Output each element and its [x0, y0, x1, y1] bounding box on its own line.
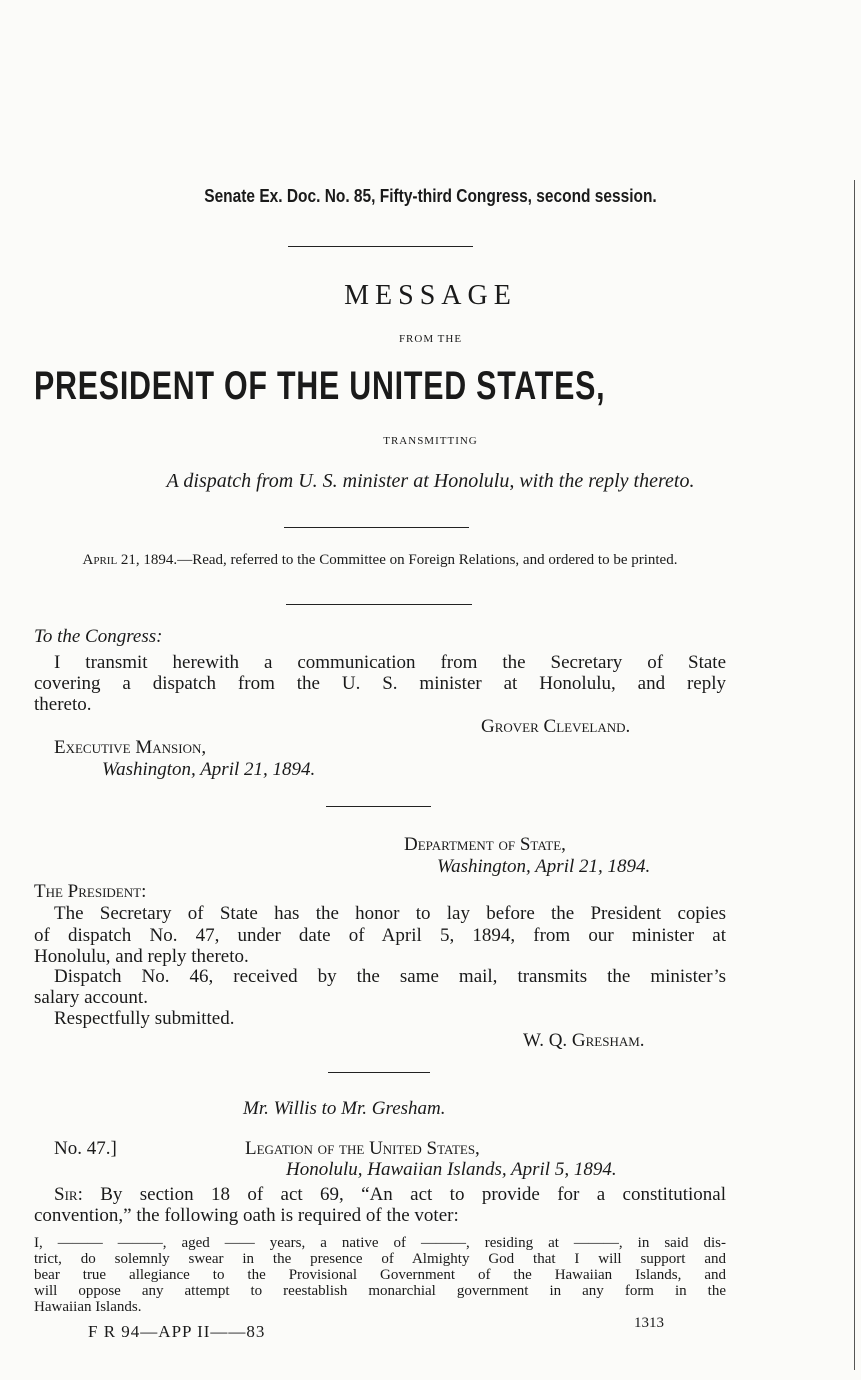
body-line: Dispatch No. 46, received by the same mail, transmits the minister’s [54, 966, 726, 987]
executive-mansion: Executive Mansion, [54, 737, 207, 758]
referral-date: April 21, 1894. [82, 552, 178, 568]
legation-heading: Legation of the United States, [245, 1138, 480, 1159]
page-edge-line [854, 180, 855, 1370]
body-line: of dispatch No. 47, under date of April 5, 1894, from our minister at [34, 925, 726, 946]
body-line [54, 1185, 726, 1205]
body-line: The Secretary of State has the honor to lay before the President copies [54, 903, 726, 924]
president-heading: PRESIDENT OF THE UNITED STATES, [34, 364, 606, 408]
body-line: convention,” the following oath is required of the voter: [34, 1205, 459, 1226]
gresham-signature: W. Q. Gresham. [523, 1030, 645, 1051]
signature-mark: F R 94—APP II——83 [88, 1322, 266, 1341]
body-line: thereto. [34, 694, 92, 715]
divider-rule [286, 604, 472, 605]
oath-line: will oppose any attempt to reestablish monarchial government in any form in the [34, 1283, 726, 1299]
dispatch-heading: Mr. Willis to Mr. Gresham. [243, 1098, 446, 1119]
divider-rule [288, 246, 473, 247]
mansion-date-line: Washington, April 21, 1894. [102, 759, 316, 780]
transmitting-label: TRANSMITTING [383, 435, 478, 447]
department-of-state: Department of State, [404, 834, 566, 855]
body-line: I transmit herewith a communication from the Secretary of State [54, 652, 726, 673]
state-date-line: Washington, April 21, 1894. [437, 856, 651, 877]
body-line: covering a dispatch from the U. S. minister at Honolulu, and reply [34, 673, 726, 694]
body-line: Honolulu, and reply thereto. [34, 946, 249, 967]
dispatch-number: No. 47.] [54, 1138, 117, 1159]
subject-line: A dispatch from U. S. minister at Honolulu, with the reply thereto. [166, 470, 695, 492]
document-reference: Senate Ex. Doc. No. 85, Fifty-third Congress, second session. [204, 186, 657, 206]
oath-line: I, ——— ———, aged —— years, a native of ———, residing at ———, in said dis- [34, 1235, 726, 1251]
divider-rule [326, 806, 431, 807]
oath-line: Hawaiian Islands. [34, 1299, 142, 1315]
from-the-label: FROM THE [398, 333, 463, 345]
referral-text: —Read, referred to the Committee on Foreign Relations, and ordered to be printed. [177, 552, 678, 568]
sir-salutation: Sir: [54, 1184, 83, 1205]
body-line: Respectfully submitted. [54, 1008, 235, 1029]
body-line: salary account. [34, 987, 148, 1008]
legation-place-date: Honolulu, Hawaiian Islands, April 5, 1894. [286, 1159, 617, 1180]
cleveland-signature: Grover Cleveland. [481, 716, 631, 737]
message-heading: MESSAGE [344, 280, 517, 311]
body-line-text: By section 18 of act 69, “An act to provide for a constitutional [82, 1184, 726, 1205]
divider-rule [284, 527, 469, 528]
divider-rule [328, 1072, 430, 1073]
page-number: 1313 [634, 1315, 664, 1331]
oath-line: trict, do solemnly swear in the presence of Almighty God that I will support and [34, 1251, 726, 1267]
referral-note [34, 552, 726, 569]
oath-line: bear true allegiance to the Provisional Government of the Hawaiian Islands, and [34, 1267, 726, 1283]
congress-salutation: To the Congress: [34, 626, 163, 647]
president-salutation: The President: [34, 881, 147, 902]
